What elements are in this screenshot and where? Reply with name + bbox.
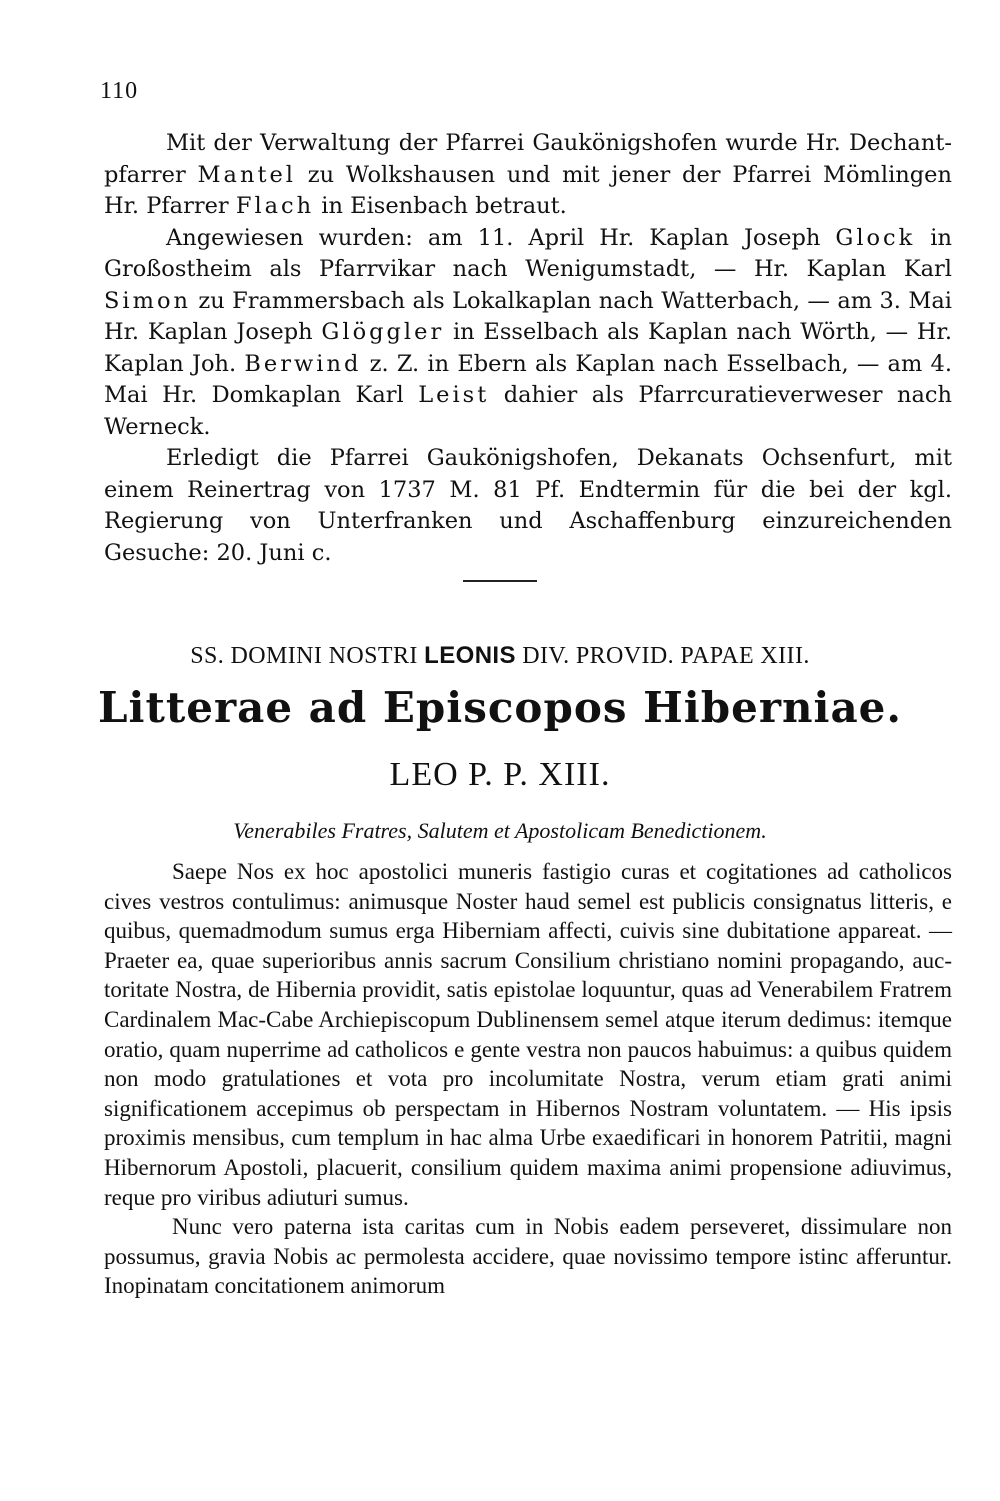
text: in Eisenbach betraut. bbox=[314, 193, 567, 219]
text: Mit der Verwaltung der Pfarrei Gaukönigshofen wurde Hr. Dechantpfarrer bbox=[104, 130, 952, 188]
letter-paragraph: Saepe Nos ex hoc apostolici muneris fastigio curas et cogitationes ad catholicos cives vestros contulimus: animusque Noster haud semel est publicis consignatus litteris, e quibus, quemadmodum sumus erga Hiberniam affecti, cuivis sine dubitatione appareat. — Praeter ea, quae superioribus annis sacrum Consilium christiano nomini propagando, auctoritate Nostra, de Hibernia providit, satis epistolae loquuntur, quas ad Venerabilem Fratrem Cardinalem Mac-Cabe Archiepiscopum Dublinensem semel atque iterum dedimus: itemque oratio, quam nuperrime ad catholicos e gente vestra non paucos habuimus: a quibus quidem non modo gratulationes et vota pro incolumitate Nostra, verum etiam grati animi significationem accepimus ob perspectam in Hibernos Nostram voluntatem. — His ipsis proximis mensibus, cum templum in hac alma Urbe exaedificari in honorem Patritii, magni Hibernorum Apostoli, placuerit, consilium quidem maxima animi propensione adiuvimus, reque pro viribus adiuturi sumus. bbox=[104, 859, 952, 1210]
letter-author: LEO P. P. XIII. bbox=[389, 756, 611, 793]
person-name: Flach bbox=[235, 193, 315, 219]
letter-title: Litterae ad Episcopos Hiberniae. bbox=[97, 683, 903, 732]
pope-name: LEONIS bbox=[424, 642, 516, 669]
german-paragraph-administration bbox=[104, 128, 952, 223]
text: z. Z. in Ebern als Kaplan nach Esselbach, — am 4. Mai Hr. Domkaplan Karl bbox=[104, 350, 952, 408]
german-paragraph-assignments bbox=[104, 223, 952, 444]
text: in Esselbach als Kaplan nach Wörth, — Hr. Kaplan Joh. bbox=[104, 319, 952, 377]
text: in Großostheim als Pfarrvikar nach Wenigumstadt, — Hr. Kaplan Karl bbox=[104, 224, 952, 282]
person-name: Mantel bbox=[197, 161, 296, 188]
section-divider bbox=[463, 580, 537, 582]
text: DIV. PROVID. PAPAE XIII. bbox=[515, 643, 810, 669]
text: Angewiesen wurden: am 11. April Hr. Kaplan Joseph bbox=[166, 224, 836, 251]
german-announcements bbox=[104, 128, 952, 569]
page-number: 110 bbox=[100, 78, 139, 104]
person-name: Glock bbox=[835, 224, 916, 251]
text: SS. DOMINI NOSTRI bbox=[190, 643, 425, 669]
text: zu Frammersbach als Lokalkaplan nach Watterbach, — am 3. Mai Hr. Kaplan Joseph bbox=[104, 287, 952, 345]
person-name: Leist bbox=[418, 382, 490, 408]
letter-paragraph: Nunc vero paterna ista caritas cum in Nobis eadem perseveret, dissimulare non possumus, gravia Nobis ac permolesta accidere, quae novissimo tempore istinc afferuntur. Inopinatam concitationem animorum bbox=[104, 1214, 952, 1299]
letter-header bbox=[0, 642, 1000, 670]
person-name: Simon bbox=[104, 287, 191, 314]
text: dahier als Pfarrcuratieverweser nach Werneck. bbox=[104, 382, 952, 440]
person-name: Berwind bbox=[244, 350, 362, 377]
german-paragraph-vacancy: Erledigt die Pfarrei Gaukönigshofen, Dekanats Ochsenfurt, mit einem Reinertrag von 1737 M. 81 Pf. Endtermin für die bei der kgl. Regierung von Unterfranken und Aschaffenburg einzureichenden Gesuche: 20. Juni c. bbox=[104, 445, 952, 566]
letter-body bbox=[104, 857, 952, 1301]
text: zu Wolkshausen und mit jener der Pfarrei Mömlingen Hr. Pfarrer bbox=[104, 161, 952, 219]
letter-salutation: Venerabiles Fratres, Salutem et Apostolicam Benedictionem. bbox=[233, 818, 767, 843]
person-name: Glöggler bbox=[321, 319, 445, 345]
